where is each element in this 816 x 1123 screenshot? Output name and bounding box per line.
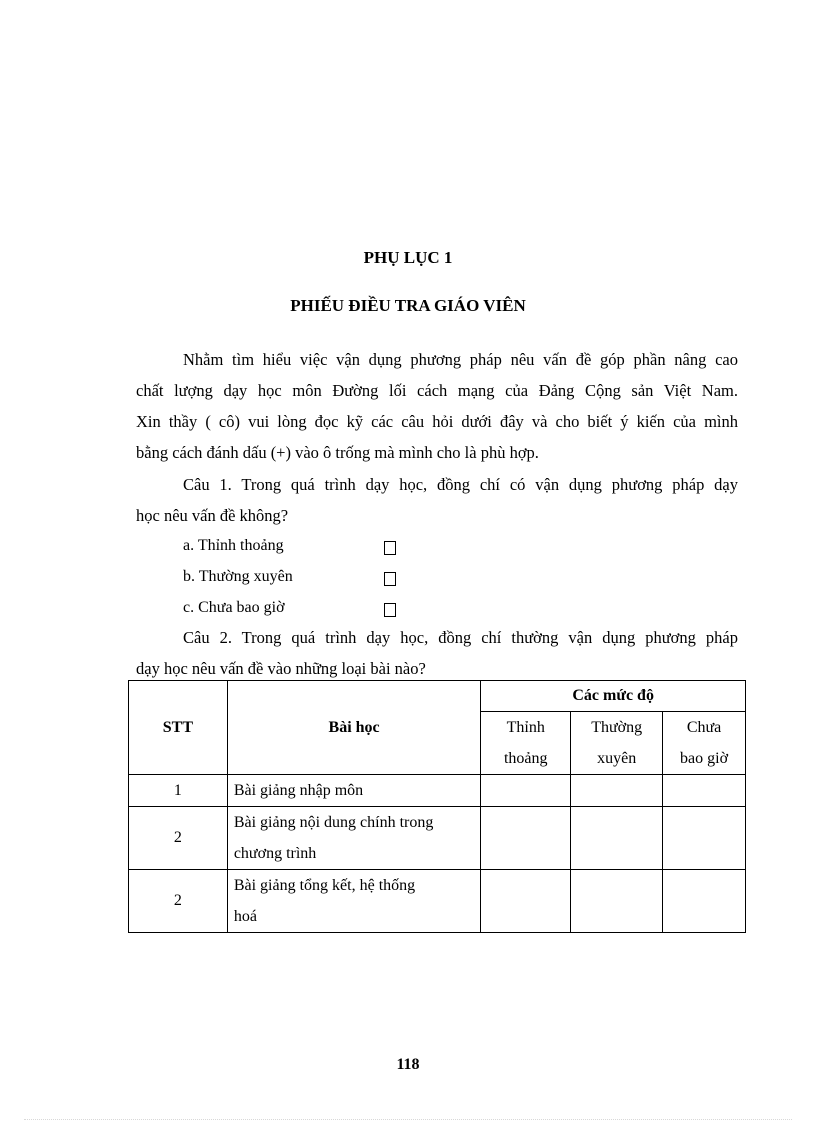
intro-line-3: Xin thầy ( cô) vui lòng đọc kỹ các câu hỏi dưới đây và cho biết ý kiến của mình: [136, 412, 738, 431]
option-a-checkbox[interactable]: [384, 541, 396, 555]
row-stt: 2: [129, 807, 228, 870]
header-levels: Các mức độ: [481, 681, 746, 712]
question-2-line-1: Câu 2. Trong quá trình dạy học, đồng chí thường vận dụng phương pháp: [183, 628, 738, 647]
header-stt: STT: [129, 681, 228, 775]
header-level-frequently: Thường xuyên: [571, 712, 663, 775]
row-lesson: Bài giảng nội dung chính trong chương trình: [227, 807, 481, 870]
answer-cell[interactable]: [481, 775, 571, 807]
intro-line-2: chất lượng dạy học môn Đường lối cách mạng của Đảng Cộng sản Việt Nam.: [136, 381, 738, 400]
header-level-never: Chưa bao giờ: [663, 712, 746, 775]
table-row: [129, 870, 746, 933]
table-row: [129, 775, 746, 807]
option-a-label: a. Thỉnh thoảng: [183, 537, 284, 554]
intro-line-4: bằng cách đánh dấu (+) vào ô trống mà mình cho là phù hợp.: [136, 443, 539, 462]
answer-cell[interactable]: [663, 807, 746, 870]
row-stt: 2: [129, 870, 228, 933]
row-stt: 1: [129, 775, 228, 807]
answer-cell[interactable]: [571, 775, 663, 807]
table-header-row: [129, 681, 746, 712]
answer-cell[interactable]: [663, 775, 746, 807]
answer-cell[interactable]: [481, 807, 571, 870]
question-1-line-1: Câu 1. Trong quá trình dạy học, đồng chí có vận dụng phương pháp dạy: [183, 475, 738, 494]
intro-line-1: Nhằm tìm hiểu việc vận dụng phương pháp nêu vấn đề góp phần nâng cao: [183, 350, 738, 369]
question-2-line-2: dạy học nêu vấn đề vào những loại bài nào?: [136, 659, 426, 678]
survey-title: PHIẾU ĐIỀU TRA GIÁO VIÊN: [290, 296, 526, 315]
answer-cell[interactable]: [481, 870, 571, 933]
appendix-heading: PHỤ LỤC 1: [363, 248, 453, 267]
footer-divider: [24, 1119, 792, 1120]
answer-cell[interactable]: [571, 870, 663, 933]
option-b-checkbox[interactable]: [384, 572, 396, 586]
option-c-checkbox[interactable]: [384, 603, 396, 617]
option-b-label: b. Thường xuyên: [183, 568, 293, 585]
survey-table: [128, 680, 746, 933]
header-level-occasionally: Thỉnh thoảng: [481, 712, 571, 775]
answer-cell[interactable]: [663, 870, 746, 933]
header-lesson: Bài học: [227, 681, 481, 775]
table-row: [129, 807, 746, 870]
row-lesson: Bài giảng nhập môn: [227, 775, 481, 807]
page-number: 118: [396, 1056, 420, 1073]
option-c-label: c. Chưa bao giờ: [183, 599, 285, 616]
question-1-line-2: học nêu vấn đề không?: [136, 506, 289, 525]
row-lesson: Bài giảng tổng kết, hệ thống hoá: [227, 870, 481, 933]
answer-cell[interactable]: [571, 807, 663, 870]
